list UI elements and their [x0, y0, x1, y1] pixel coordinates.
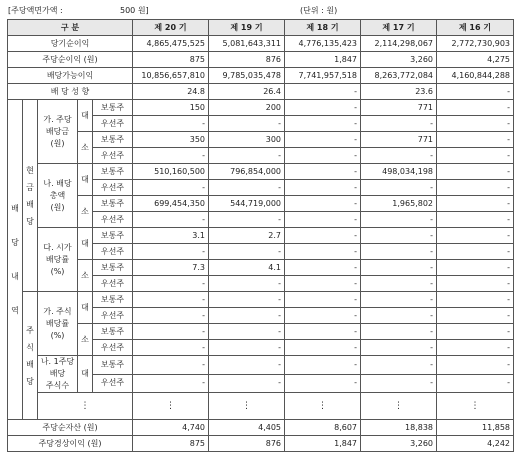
header-label: 구 분	[8, 20, 133, 36]
value-cell: 18,838	[361, 420, 437, 436]
value-cell: 8,263,772,084	[361, 68, 437, 84]
value-cell: -	[209, 116, 285, 132]
value-cell: 11,858	[437, 420, 514, 436]
size-small-label: 소	[78, 324, 93, 356]
row-label: 주당순이익 (원)	[8, 52, 133, 68]
share-kind: 우선주	[93, 148, 133, 164]
stock-dividend-label: 주 식 배 당	[23, 292, 38, 420]
share-kind: 보통주	[93, 100, 133, 116]
share-kind: 우선주	[93, 244, 133, 260]
value-cell: 23.6	[361, 84, 437, 100]
value-cell: 300	[209, 132, 285, 148]
value-cell: 24.8	[133, 84, 209, 100]
continuation-dots: ⋮	[38, 393, 133, 420]
row-label: 주당경상이익 (원)	[8, 436, 133, 452]
dividend-row	[8, 196, 514, 212]
value-cell: -	[133, 212, 209, 228]
value-cell: -	[285, 212, 361, 228]
share-kind: 우선주	[93, 374, 133, 393]
group-label: 다. 시가 배당률 (%)	[38, 228, 78, 292]
value-cell: 4,865,475,525	[133, 36, 209, 52]
value-cell: -	[361, 292, 437, 308]
value-cell: 350	[133, 132, 209, 148]
value-cell: 1,847	[285, 436, 361, 452]
value-cell: 876	[209, 52, 285, 68]
value-cell: -	[209, 340, 285, 356]
size-big-label: 대	[78, 356, 93, 393]
value-cell: -	[285, 116, 361, 132]
value-cell: -	[285, 340, 361, 356]
value-cell: -	[437, 276, 514, 292]
share-kind: 우선주	[93, 180, 133, 196]
share-kind: 보통주	[93, 324, 133, 340]
value-cell: 4,405	[209, 420, 285, 436]
share-kind: 보통주	[93, 196, 133, 212]
size-big-label: 대	[78, 100, 93, 132]
dividend-detail-label: 배 당 내 역	[8, 100, 23, 420]
value-cell: -	[285, 148, 361, 164]
value-cell: -	[437, 116, 514, 132]
value-cell: -	[361, 148, 437, 164]
value-cell: -	[361, 308, 437, 324]
value-cell: -	[437, 308, 514, 324]
dividend-row	[8, 260, 514, 276]
group-label: 가. 주당 배당금 (원)	[38, 100, 78, 164]
share-kind: 보통주	[93, 260, 133, 276]
row-label: 배당가능이익	[8, 68, 133, 84]
value-cell: 498,034,198	[361, 164, 437, 180]
value-cell: -	[133, 340, 209, 356]
value-cell: -	[133, 374, 209, 393]
size-big-label: 대	[78, 164, 93, 196]
unit-label: (단위 : 원)	[300, 6, 338, 15]
size-big-label: 대	[78, 228, 93, 260]
value-cell: -	[437, 180, 514, 196]
value-cell: -	[361, 260, 437, 276]
value-cell: -	[361, 244, 437, 260]
value-cell: -	[133, 324, 209, 340]
value-cell: -	[437, 164, 514, 180]
value-cell: -	[285, 164, 361, 180]
value-cell: -	[133, 308, 209, 324]
value-cell: 3,260	[361, 436, 437, 452]
dividend-row	[8, 228, 514, 244]
value-cell: -	[209, 180, 285, 196]
dividend-row	[8, 164, 514, 180]
share-kind: 보통주	[93, 164, 133, 180]
value-cell: -	[285, 260, 361, 276]
value-cell: -	[437, 292, 514, 308]
value-cell: -	[133, 276, 209, 292]
value-cell: -	[133, 180, 209, 196]
share-kind: 보통주	[93, 292, 133, 308]
group-label: 나. 배당 총액 (원)	[38, 164, 78, 228]
dividend-row	[8, 132, 514, 148]
share-kind: 우선주	[93, 340, 133, 356]
continuation-dots: ⋮	[209, 393, 285, 420]
value-cell: 876	[209, 436, 285, 452]
value-cell: 4,242	[437, 436, 514, 452]
value-cell: -	[133, 148, 209, 164]
value-cell: -	[437, 374, 514, 393]
value-cell: -	[209, 356, 285, 375]
value-cell: -	[285, 100, 361, 116]
value-cell: -	[437, 132, 514, 148]
value-cell: -	[285, 324, 361, 340]
continuation-dots: ⋮	[285, 393, 361, 420]
value-cell: -	[437, 100, 514, 116]
dividend-table	[7, 19, 514, 452]
value-cell: -	[437, 148, 514, 164]
value-cell: 3.1	[133, 228, 209, 244]
value-cell: -	[133, 292, 209, 308]
value-cell: -	[437, 228, 514, 244]
value-cell: -	[209, 308, 285, 324]
value-cell: 544,719,000	[209, 196, 285, 212]
value-cell: -	[361, 116, 437, 132]
value-cell: -	[209, 148, 285, 164]
continuation-row	[8, 393, 514, 420]
value-cell: -	[133, 356, 209, 375]
value-cell: 26.4	[209, 84, 285, 100]
continuation-dots: ⋮	[361, 393, 437, 420]
value-cell: 510,160,500	[133, 164, 209, 180]
cash-dividend-label: 현 금 배 당	[23, 100, 38, 292]
period-header: 제 20 기	[133, 20, 209, 36]
value-cell: 796,854,000	[209, 164, 285, 180]
value-cell: 5,081,643,311	[209, 36, 285, 52]
value-cell: -	[285, 228, 361, 244]
par-value: 500 원]	[120, 6, 149, 15]
value-cell: 8,607	[285, 420, 361, 436]
value-cell: -	[209, 374, 285, 393]
value-cell: -	[285, 374, 361, 393]
summary-row	[8, 420, 514, 436]
continuation-dots: ⋮	[437, 393, 514, 420]
share-kind: 우선주	[93, 212, 133, 228]
share-kind: 보통주	[93, 228, 133, 244]
value-cell: -	[361, 212, 437, 228]
value-cell: 1,847	[285, 52, 361, 68]
value-cell: -	[285, 132, 361, 148]
value-cell: 875	[133, 52, 209, 68]
period-header: 제 18 기	[285, 20, 361, 36]
size-small-label: 소	[78, 260, 93, 292]
summary-row	[8, 68, 514, 84]
value-cell: -	[437, 260, 514, 276]
summary-row	[8, 436, 514, 452]
dividend-row	[8, 100, 514, 116]
value-cell: -	[209, 292, 285, 308]
value-cell: 150	[133, 100, 209, 116]
value-cell: -	[285, 292, 361, 308]
value-cell: 699,454,350	[133, 196, 209, 212]
value-cell: -	[437, 356, 514, 375]
value-cell: -	[285, 356, 361, 375]
dividend-row	[8, 356, 514, 375]
value-cell: -	[437, 340, 514, 356]
share-kind: 보통주	[93, 356, 133, 375]
value-cell: -	[209, 276, 285, 292]
value-cell: 3,260	[361, 52, 437, 68]
summary-row	[8, 36, 514, 52]
value-cell: 875	[133, 436, 209, 452]
value-cell: -	[437, 196, 514, 212]
value-cell: 4,160,844,288	[437, 68, 514, 84]
value-cell: -	[285, 196, 361, 212]
summary-row	[8, 84, 514, 100]
value-cell: 771	[361, 100, 437, 116]
value-cell: -	[437, 212, 514, 228]
continuation-dots: ⋮	[133, 393, 209, 420]
value-cell: 200	[209, 100, 285, 116]
header-row	[8, 20, 514, 36]
value-cell: -	[285, 244, 361, 260]
dividend-row	[8, 324, 514, 340]
value-cell: 1,965,802	[361, 196, 437, 212]
summary-row	[8, 52, 514, 68]
period-header: 제 17 기	[361, 20, 437, 36]
value-cell: 4,776,135,423	[285, 36, 361, 52]
value-cell: -	[361, 276, 437, 292]
value-cell: -	[209, 212, 285, 228]
share-kind: 우선주	[93, 116, 133, 132]
value-cell: -	[285, 308, 361, 324]
value-cell: -	[361, 356, 437, 375]
size-big-label: 대	[78, 292, 93, 324]
value-cell: 4,275	[437, 52, 514, 68]
value-cell: -	[361, 374, 437, 393]
size-small-label: 소	[78, 132, 93, 164]
value-cell: -	[133, 116, 209, 132]
group-label: 가. 주식 배당률 (%)	[38, 292, 78, 356]
value-cell: 2,114,298,067	[361, 36, 437, 52]
value-cell: 771	[361, 132, 437, 148]
value-cell: 2,772,730,903	[437, 36, 514, 52]
value-cell: 2.7	[209, 228, 285, 244]
value-cell: 4.1	[209, 260, 285, 276]
value-cell: -	[361, 228, 437, 244]
size-small-label: 소	[78, 196, 93, 228]
value-cell: -	[361, 324, 437, 340]
value-cell: 4,740	[133, 420, 209, 436]
value-cell: -	[133, 244, 209, 260]
period-header: 제 19 기	[209, 20, 285, 36]
row-label: 당기순이익	[8, 36, 133, 52]
value-cell: -	[437, 244, 514, 260]
share-kind: 우선주	[93, 276, 133, 292]
value-cell: -	[285, 180, 361, 196]
row-label: 주당순자산 (원)	[8, 420, 133, 436]
value-cell: -	[285, 276, 361, 292]
value-cell: -	[361, 180, 437, 196]
period-header: 제 16 기	[437, 20, 514, 36]
value-cell: -	[437, 324, 514, 340]
value-cell: 10,856,657,810	[133, 68, 209, 84]
share-kind: 보통주	[93, 132, 133, 148]
dividend-row	[8, 292, 514, 308]
group-label: 나. 1주당 배당 주식수	[38, 356, 78, 393]
share-kind: 우선주	[93, 308, 133, 324]
value-cell: -	[361, 340, 437, 356]
row-label: 배 당 성 향	[8, 84, 133, 100]
par-value-label: [주당액면가액 :	[8, 6, 63, 15]
value-cell: -	[437, 84, 514, 100]
value-cell: -	[285, 84, 361, 100]
value-cell: -	[209, 324, 285, 340]
value-cell: 7,741,957,518	[285, 68, 361, 84]
value-cell: 9,785,035,478	[209, 68, 285, 84]
value-cell: 7.3	[133, 260, 209, 276]
value-cell: -	[209, 244, 285, 260]
